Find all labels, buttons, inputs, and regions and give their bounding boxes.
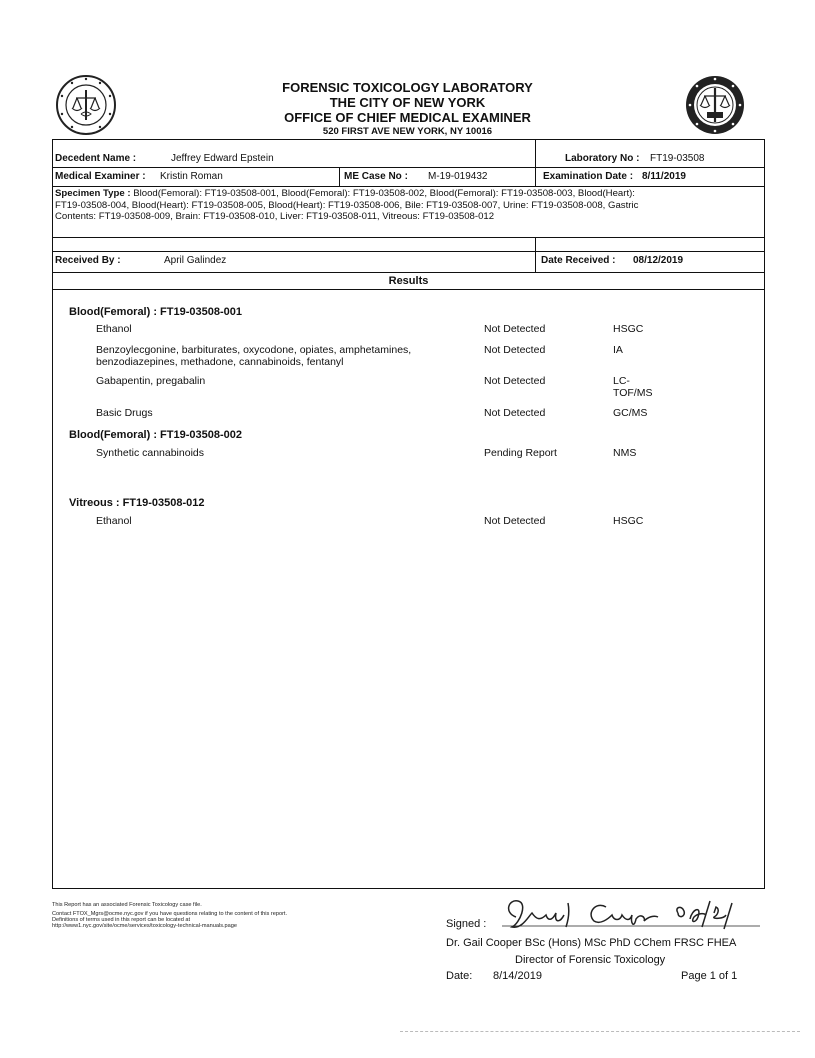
analyte-result: Not Detected xyxy=(484,515,546,527)
divider xyxy=(52,237,765,238)
footer-contact: Contact FTOX_Mgrs@ocme.nyc.gov if you have questions relating to the content of this report. xyxy=(52,911,288,917)
lab-no-label: Laboratory No : xyxy=(565,153,640,164)
office-address: 520 FIRST AVE NEW YORK, NY 10016 xyxy=(322,126,493,137)
analyte-name: Basic Drugs xyxy=(96,407,153,419)
footer-definitions: Definitions of terms used in this report can be located at xyxy=(52,917,191,923)
analyte-method: NMS xyxy=(613,447,637,459)
signer-name: Dr. Gail Cooper BSc (Hons) MSc PhD CChem FRSC FHEA xyxy=(446,937,737,949)
analyte-method: HSGC xyxy=(613,323,644,335)
analyte-method-continued: TOF/MS xyxy=(613,387,653,399)
decedent-name: Jeffrey Edward Epstein xyxy=(171,153,274,164)
analyte-name: Synthetic cannabinoids xyxy=(96,447,204,459)
date-label: Date: xyxy=(446,970,473,982)
analyte-result: Pending Report xyxy=(484,447,557,459)
analyte-result: Not Detected xyxy=(484,323,546,335)
results-title: Results xyxy=(388,275,429,287)
analyte-name-continued: benzodiazepines, methadone, cannabinoids, fentanyl xyxy=(96,356,344,368)
analyte-name: Ethanol xyxy=(96,323,132,335)
analyte-result: Not Detected xyxy=(484,375,546,387)
divider xyxy=(339,167,340,186)
case-no-value: M-19-019432 xyxy=(428,171,488,182)
divider xyxy=(535,251,536,272)
analyte-result: Not Detected xyxy=(484,344,546,356)
analyte-method: LC- xyxy=(613,375,630,387)
handwritten-signature xyxy=(502,893,762,935)
analyte-result: Not Detected xyxy=(484,407,546,419)
analyte-method: GC/MS xyxy=(613,407,648,419)
section-heading: Vitreous : FT19-03508-012 xyxy=(69,497,205,509)
examiner-name: Kristin Roman xyxy=(160,171,223,182)
specimen-type xyxy=(55,188,765,223)
date-received-label: Date Received : xyxy=(541,255,616,266)
divider xyxy=(52,186,765,187)
signed-label: Signed : xyxy=(446,918,487,930)
footer-url: http://www1.nyc.gov/site/ocme/services/toxicology-technical-manuals.page xyxy=(52,923,237,929)
date-received-value: 08/12/2019 xyxy=(633,255,684,266)
section-heading: Blood(Femoral) : FT19-03508-002 xyxy=(69,429,242,441)
exam-date-value: 8/11/2019 xyxy=(642,171,686,182)
specimen-line-1: Blood(Femoral): FT19-03508-001, Blood(Femoral): FT19-03508-002, Blood(Femoral): FT19-03508-003, Blood(Heart): xyxy=(133,188,635,199)
specimen-line-2: FT19-03508-004, Blood(Heart): FT19-03508-005, Blood(Heart): FT19-03508-006, Bile: FT19-03508-007, Urine: FT19-03508-008, Gastric xyxy=(55,199,639,211)
divider xyxy=(52,251,765,252)
signed-date: 8/14/2019 xyxy=(493,970,542,982)
analyte-method: HSGC xyxy=(613,515,644,527)
divider xyxy=(52,272,765,273)
scan-edge xyxy=(400,1031,800,1032)
lab-name: FORENSIC TOXICOLOGY LABORATORY xyxy=(282,80,533,95)
analyte-method: IA xyxy=(613,344,623,356)
received-by-label: Received By : xyxy=(55,255,121,266)
signer-title: Director of Forensic Toxicology xyxy=(515,954,666,966)
case-no-label: ME Case No : xyxy=(344,171,408,182)
divider xyxy=(52,167,765,168)
divider xyxy=(535,237,536,251)
analyte-name: Gabapentin, pregabalin xyxy=(96,375,206,387)
analyte-name: Benzoylecgonine, barbiturates, oxycodone, opiates, amphetamines, xyxy=(96,344,412,356)
lab-no-value: FT19-03508 xyxy=(650,153,705,164)
section-heading: Blood(Femoral) : FT19-03508-001 xyxy=(69,306,242,318)
received-by-value: April Galindez xyxy=(164,255,227,266)
footer-note: This Report has an associated Forensic Toxicology case file. xyxy=(52,902,202,908)
examiner-label: Medical Examiner : xyxy=(55,171,146,182)
specimen-line-3: Contents: FT19-03508-009, Brain: FT19-03508-010, Liver: FT19-03508-011, Vitreous: FT19-03508-012 xyxy=(55,211,495,222)
specimen-label: Specimen Type : xyxy=(55,188,131,199)
city-name: THE CITY OF NEW YORK xyxy=(329,95,486,110)
decedent-label: Decedent Name : xyxy=(55,153,137,164)
divider xyxy=(535,139,536,186)
page-number: Page 1 of 1 xyxy=(681,970,738,982)
analyte-name: Ethanol xyxy=(96,515,132,527)
office-name: OFFICE OF CHIEF MEDICAL EXAMINER xyxy=(284,110,531,125)
divider xyxy=(52,289,765,290)
exam-date-label: Examination Date : xyxy=(543,171,634,182)
